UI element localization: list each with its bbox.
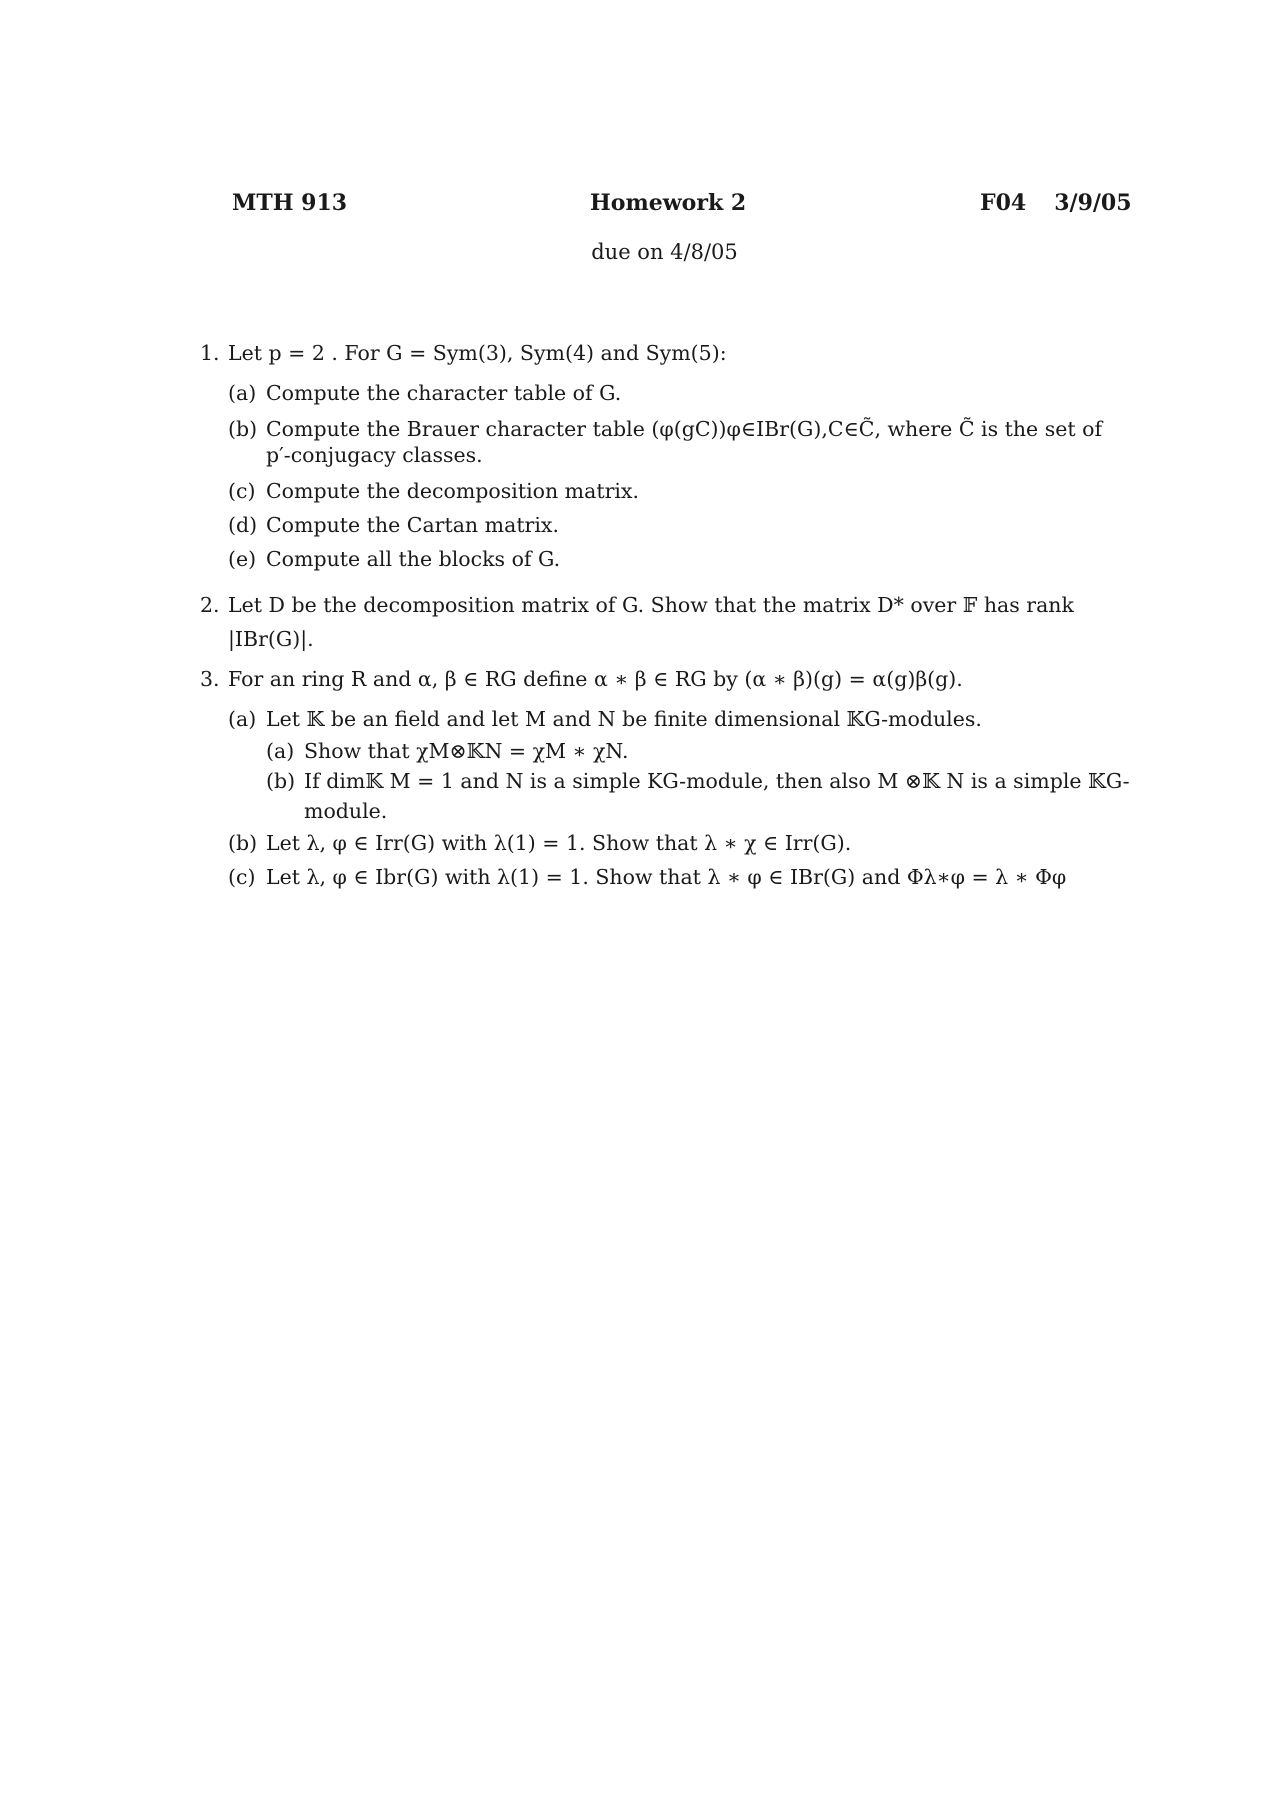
problem-2 [200,588,1130,656]
problem-text: Let D be the decomposition matrix of G. Show that the matrix D* over 𝔽 has rank |IBr(G)|. [228,593,1074,651]
subpart-text: Show that χM⊗𝕂N = χM ∗ χN. [304,739,629,763]
problem-number: 2. [200,593,220,617]
part-label: (b) [228,417,258,441]
problem-3-part-a-sub-a [200,736,1130,766]
part-text: Compute all the blocks of G. [266,547,561,571]
part-label: (a) [228,707,257,731]
part-text: Let λ, φ ∈ Irr(G) with λ(1) = 1. Show that λ ∗ χ ∈ Irr(G). [266,831,852,855]
part-text: Compute the decomposition matrix. [266,479,640,503]
part-label: (d) [228,513,258,537]
problem-list [200,336,1130,894]
part-text: Let 𝕂 be an field and let M and N be finite dimensional 𝕂G-modules. [266,707,982,731]
part-label: (c) [228,865,256,889]
problem-3-part-b [200,826,1130,860]
problem-1-part-d [200,508,1130,542]
problem-3-part-a-sub-b [200,766,1130,826]
part-text: Compute the character table of G. [266,381,622,405]
subpart-text: If dim𝕂 M = 1 and N is a simple KG-module, then also M ⊗𝕂 N is a simple 𝕂G-module. [304,769,1130,823]
part-label: (e) [228,547,257,571]
part-text: Compute the Brauer character table (φ(gC))φ∈IBr(G),C∈C̃, where C̃ is the set of p′-conjugacy classes. [266,417,1103,467]
subpart-label: (b) [266,769,296,793]
problem-text: Let p = 2 . For G = Sym(3), Sym(4) and Sym(5): [228,341,727,365]
problem-3-part-a [200,702,1130,736]
part-label: (a) [228,381,257,405]
part-text: Compute the Cartan matrix. [266,513,559,537]
part-label: (c) [228,479,256,503]
term-and-date [980,190,1132,216]
problem-number: 3. [200,667,220,691]
part-text: Let λ, φ ∈ Ibr(G) with λ(1) = 1. Show that λ ∗ φ ∈ IBr(G) and Φλ∗φ = λ ∗ Φφ [266,865,1067,889]
part-label: (b) [228,831,258,855]
problem-3 [200,662,1130,696]
date-label: 3/9/05 [1054,190,1132,216]
due-date: due on 4/8/05 [591,240,738,264]
subpart-label: (a) [266,739,295,763]
problem-number: 1. [200,341,220,365]
problem-1-part-a [200,376,1130,410]
problem-3-part-c [200,860,1130,894]
homework-title: Homework 2 [590,190,747,216]
term-label: F04 [980,190,1027,216]
problem-1-part-c [200,474,1130,508]
problem-1 [200,336,1130,370]
problem-1-part-b [200,416,1130,468]
problem-1-part-e [200,542,1130,576]
problem-text: For an ring R and α, β ∈ RG define α ∗ β ∈ RG by (α ∗ β)(g) = α(g)β(g). [228,667,963,691]
course-code: MTH 913 [232,190,348,216]
